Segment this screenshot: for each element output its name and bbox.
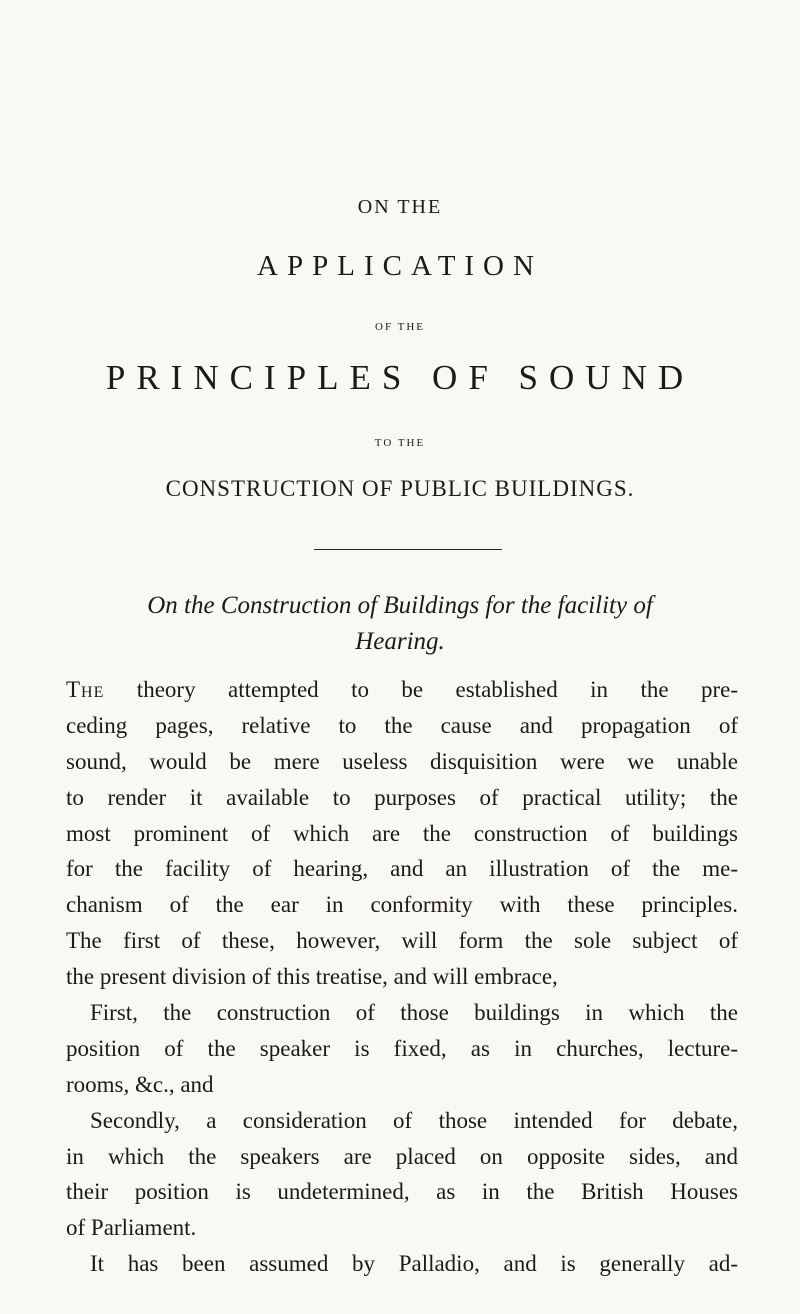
- body-paragraph: [66, 672, 738, 1282]
- body-line: for the facility of hearing, and an illustration of the me-: [66, 856, 738, 882]
- body-line: First, the construction of those buildings in which the: [90, 1000, 738, 1026]
- body-line: the present division of this treatise, and will embrace,: [66, 964, 558, 990]
- heading-to-the: TO THE: [374, 437, 426, 449]
- body-line: sound, would be mere useless disquisition were we unable: [66, 748, 738, 774]
- body-line: of Parliament.: [66, 1215, 197, 1241]
- body-line: It has been assumed by Palladio, and is generally ad-: [90, 1251, 738, 1277]
- body-line: to render it available to purposes of practical utility; the: [66, 784, 738, 810]
- heading-of-the: OF THE: [375, 321, 425, 333]
- section-subtitle-line-2: Hearing.: [355, 628, 445, 655]
- heading-on-the: ON THE: [357, 196, 443, 218]
- section-subtitle-line-1: On the Construction of Buildings for the facility of: [147, 592, 653, 619]
- body-line: Secondly, a consideration of those intended for debate,: [90, 1107, 738, 1133]
- drop-first-word: The: [66, 677, 105, 702]
- body-line: their position is undetermined, as in the British Houses: [66, 1179, 738, 1205]
- heading-construction: CONSTRUCTION OF PUBLIC BUILDINGS.: [165, 476, 635, 501]
- body-line: most prominent of which are the construction of buildings: [66, 820, 738, 846]
- body-line: position of the speaker is fixed, as in churches, lecture-: [66, 1035, 738, 1061]
- body-line: in which the speakers are placed on opposite sides, and: [66, 1143, 738, 1169]
- body-line: ceding pages, relative to the cause and propagation of: [66, 712, 738, 738]
- divider-rule: [314, 549, 502, 550]
- body-line: chanism of the ear in conformity with these principles.: [66, 892, 738, 918]
- heading-application: APPLICATION: [257, 250, 543, 282]
- body-line: rooms, &c., and: [66, 1071, 214, 1097]
- heading-principles-of-sound: PRINCIPLES OF SOUND: [105, 358, 695, 397]
- body-line: The theory attempted to be established in the pre-: [66, 677, 738, 702]
- body-line: The first of these, however, will form the sole subject of: [66, 928, 738, 954]
